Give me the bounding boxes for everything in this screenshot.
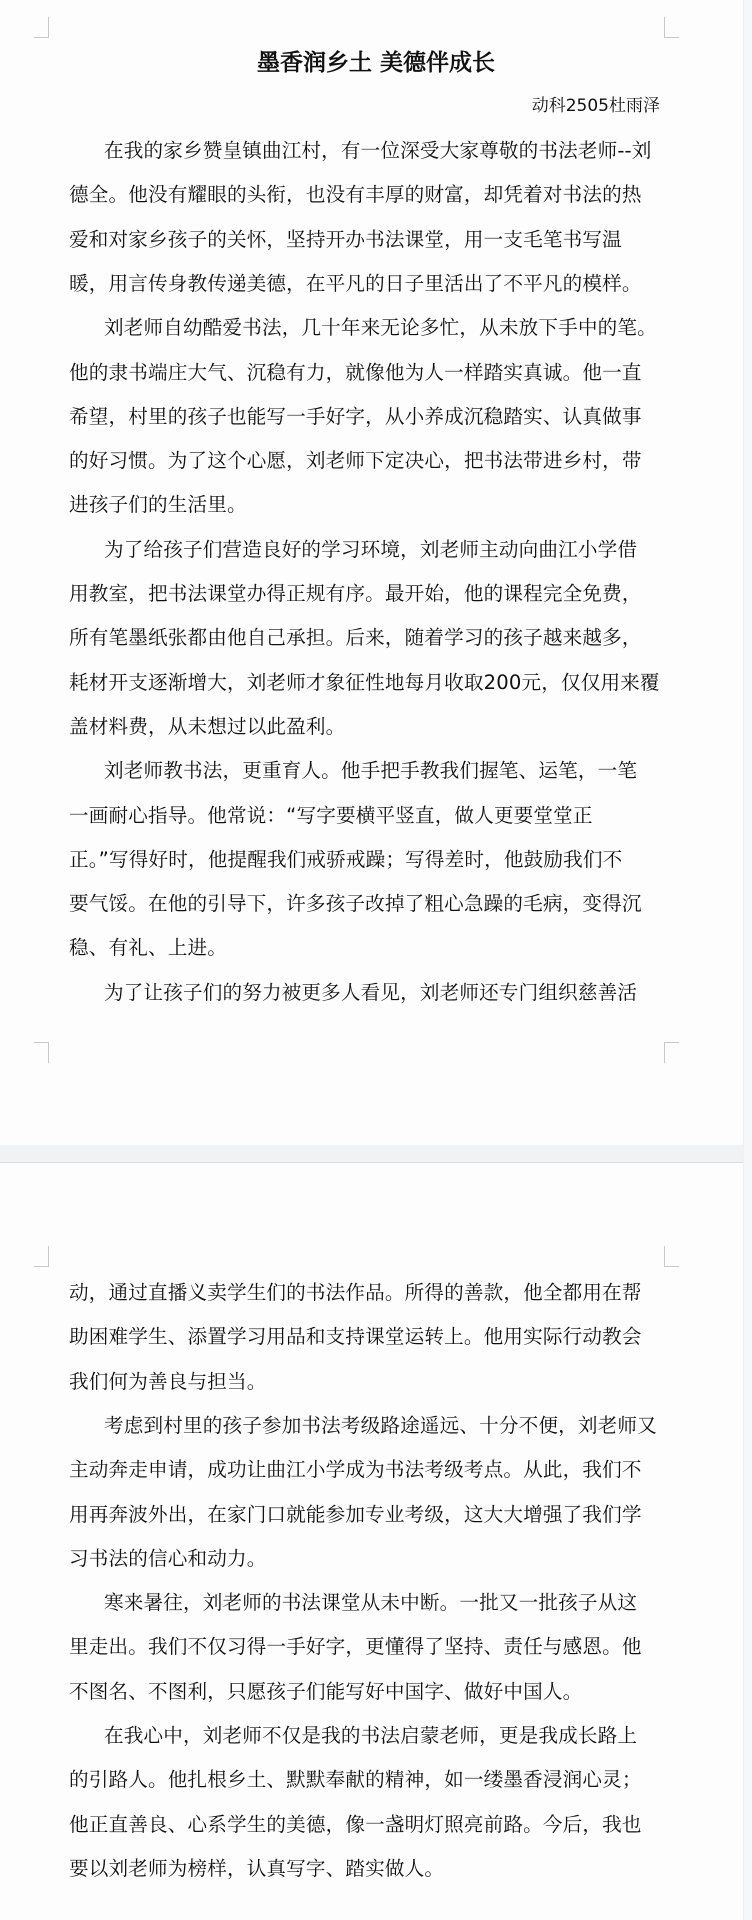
paragraph-line: 主动奔走申请，成功让曲江小学成为书法考级考点。从此，我们不 (69, 1458, 642, 1482)
margin-corner-top-left-icon (34, 1246, 49, 1267)
paragraph-line: 德全。他没有耀眼的头衔，也没有丰厚的财富，却凭着对书法的热 (69, 183, 642, 207)
paragraph-line: 动，通过直播义卖学生们的书法作品。所得的善款，他全都用在帮 (69, 1281, 642, 1304)
page-break-gap (0, 1145, 752, 1163)
document-title: 墨香润乡土 美德伴成长 (256, 50, 495, 76)
vertical-scrollbar[interactable] (743, 0, 752, 1920)
paragraph-line: 在我的家乡赞皇镇曲江村，有一位深受大家尊敬的书法老师--刘 (104, 139, 652, 162)
paragraph-line: 一画耐心指导。他常说：“写字要横平竖直，做人更要堂堂正 (69, 803, 593, 827)
paragraph-line: 刘老师教书法，更重育人。他手把手教我们握笔、运笔，一笔 (104, 759, 638, 783)
paragraph-line: 为了给孩子们营造良好的学习环境，刘老师主动向曲江小学借 (104, 537, 638, 561)
paragraph-line: 要以刘老师为榜样，认真写字、踏实做人。 (69, 1856, 445, 1880)
margin-corner-top-right-icon (664, 1246, 679, 1267)
paragraph-line: 要气馁。在他的引导下，许多孩子改掉了粗心急躁的毛病，变得沉 (69, 892, 642, 916)
paragraph-line: 助困难学生、添置学习用品和支持课堂运转上。他用实际行动教会 (69, 1325, 642, 1349)
paragraph-line: 他的隶书端庄大气、沉稳有力，就像他为人一样踏实真诚。他一直 (69, 360, 642, 384)
paragraph-line: 所有笔墨纸张都由他自己承担。后来，随着学习的孩子越来越多， (69, 626, 642, 650)
paragraph-line: 正。”写得好时，他提醒我们戒骄戒躁；写得差时，他鼓励我们不 (69, 847, 623, 871)
paragraph-line: 稳、有礼、上进。 (69, 936, 227, 960)
paragraph-line: 用教室，把书法课堂办得正规有序。最开始，他的课程完全免费， (69, 582, 642, 605)
paragraph-line: 爱和对家乡孩子的关怀，坚持开办书法课堂，用一支毛笔书写温 (69, 227, 622, 251)
paragraph-line: 暖，用言传身教传递美德，在平凡的日子里活出了不平凡的模样。 (69, 271, 642, 295)
margin-corner-bottom-left-icon (34, 1042, 49, 1063)
paragraph-line: 的好习惯。为了这个心愿，刘老师下定决心，把书法带进乡村，带 (69, 449, 642, 473)
paragraph-line: 希望，村里的孩子也能写一手好字，从小养成沉稳踏实、认真做事 (69, 404, 642, 428)
paragraph-line: 的引路人。他扎根乡土、默默奉献的精神，如一缕墨香浸润心灵； (69, 1768, 642, 1792)
paragraph-line: 进孩子们的生活里。 (69, 493, 247, 517)
paragraph-line: 不图名、不图利，只愿孩子们能写好中国字、做好中国人。 (69, 1679, 583, 1703)
paragraph-line: 耗材开支逐渐增大，刘老师才象征性地每月收取200元，仅仅用来覆 (69, 670, 660, 694)
author-line: 动科2505杜雨泽 (531, 96, 660, 116)
document-page-2 (0, 1163, 752, 1920)
margin-corner-bottom-right-icon (664, 1042, 679, 1063)
paragraph-line: 他正直善良、心系学生的美德，像一盏明灯照亮前路。今后，我也 (69, 1812, 642, 1836)
paragraph-line: 里走出。我们不仅习得一手好字，更懂得了坚持、责任与感恩。他 (69, 1635, 642, 1659)
paragraph-line: 考虑到村里的孩子参加书法考级路途遥远、十分不便，刘老师又 (104, 1413, 657, 1437)
margin-corner-top-right-icon (664, 17, 679, 38)
paragraph-line: 寒来暑往，刘老师的书法课堂从未中断。一批又一批孩子从这 (104, 1591, 638, 1615)
paragraph-line: 我们何为善良与担当。 (69, 1369, 267, 1393)
paragraph-line: 在我心中，刘老师不仅是我的书法启蒙老师，更是我成长路上 (104, 1724, 638, 1747)
paragraph-line: 为了让孩子们的努力被更多人看见，刘老师还专门组织慈善活 (104, 980, 638, 1004)
margin-corner-top-left-icon (34, 17, 49, 38)
paragraph-line: 用再奔波外出，在家门口就能参加专业考级，这大大增强了我们学 (69, 1502, 642, 1526)
paragraph-line: 盖材料费，从未想过以此盈利。 (69, 714, 346, 738)
paragraph-line: 刘老师自幼酷爱书法，几十年来无论多忙，从未放下手中的笔。 (104, 316, 657, 340)
paragraph-line: 习书法的信心和动力。 (69, 1546, 267, 1570)
